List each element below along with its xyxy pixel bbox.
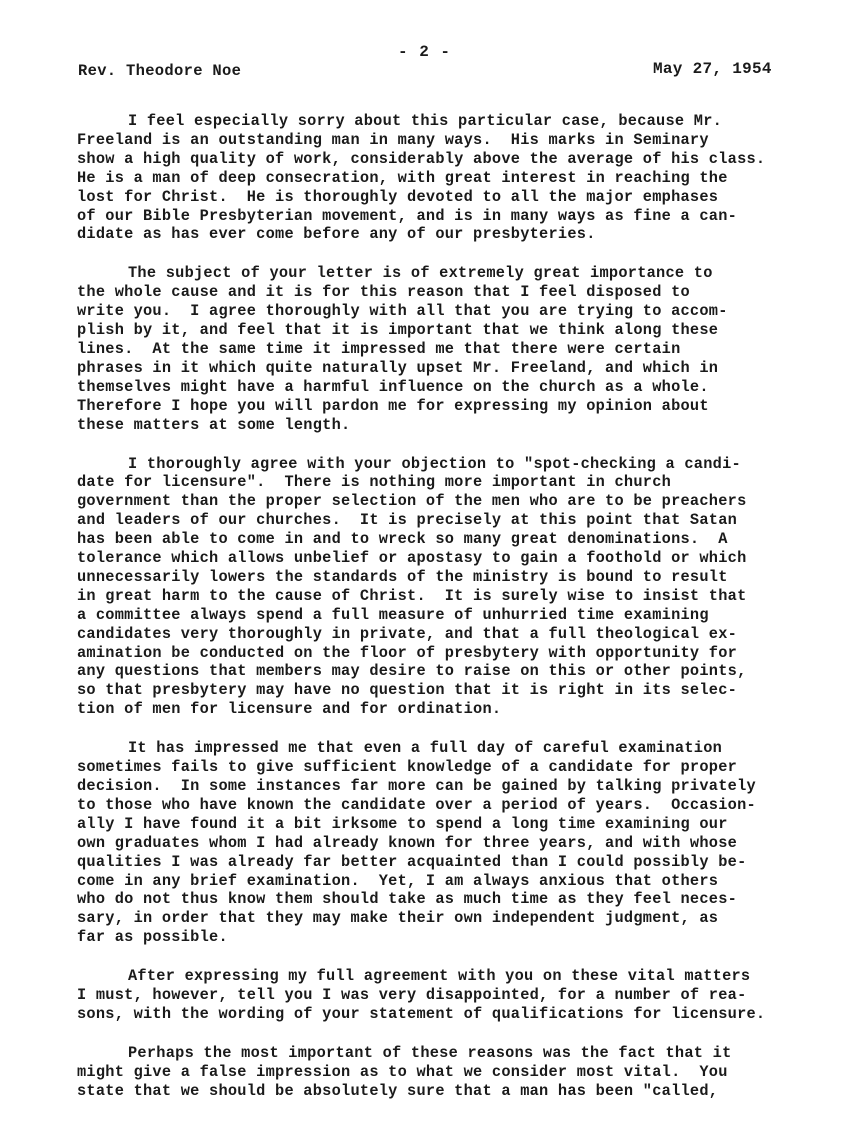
text-line: After expressing my full agreement with you on these vital matters	[128, 967, 751, 986]
text-line: decision. In some instances far more can be gained by talking privately	[77, 777, 756, 795]
text-line: The subject of your letter is of extremely great importance to	[128, 264, 713, 283]
text-line: lines. At the same time it impressed me that there were certain	[77, 339, 681, 358]
text-line: He is a man of deep consecration, with great interest in reaching the	[77, 168, 728, 187]
text-line: date for licensure". There is nothing more important in church	[77, 473, 672, 492]
text-line: show a high quality of work, considerably above the average of his class.	[77, 149, 766, 168]
page-number: - 2 -	[397, 43, 451, 61]
text-line: I feel especially sorry about this particular case, because Mr.	[128, 112, 723, 130]
text-line: sometimes fails to give sufficient knowledge of a candidate for proper	[77, 758, 738, 777]
text-line: has been able to come in and to wreck so many great denominations. A	[77, 530, 728, 549]
text-line: I must, however, tell you I was very disappointed, for a number of rea-	[77, 986, 747, 1005]
text-line: I thoroughly agree with your objection to "spot-checking a candi-	[128, 454, 741, 473]
text-line: unnecessarily lowers the standards of the ministry is bound to result	[77, 567, 728, 586]
text-line: Perhaps the most important of these reasons was the fact that it	[128, 1043, 732, 1062]
text-line: so that presbytery may have no question that it is right in its selec-	[77, 681, 738, 700]
paragraph	[77, 264, 817, 434]
text-line: lost for Christ. He is thoroughly devoted to all the major emphases	[77, 187, 719, 206]
text-line: who do not thus know them should take as much time as they feel neces-	[77, 890, 738, 909]
text-line: amination be conducted on the floor of presbytery with opportunity for	[77, 643, 738, 662]
paragraph	[77, 1044, 817, 1101]
text-line: come in any brief examination. Yet, I am always anxious that others	[77, 871, 719, 890]
text-line: any questions that members may desire to raise on this or other points,	[77, 662, 747, 681]
text-line: to those who have known the candidate over a period of years. Occasion-	[77, 795, 756, 814]
text-line: state that we should be absolutely sure that a man has been "called,	[77, 1081, 719, 1100]
text-line: own graduates whom I had already known for three years, and with whose	[77, 833, 738, 852]
text-line: far as possible.	[77, 928, 228, 947]
text-line: It has impressed me that even a full day of careful examination	[128, 739, 723, 758]
paragraph	[77, 112, 817, 244]
text-line: a committee always spend a full measure of unhurried time examining	[77, 605, 709, 624]
paragraph	[77, 739, 817, 947]
paragraph	[77, 455, 817, 720]
text-line: plish by it, and feel that it is important that we think along these	[77, 321, 719, 340]
text-line: didate as has ever come before any of our presbyteries.	[77, 225, 596, 244]
text-line: phrases in it which quite naturally upset Mr. Freeland, and which in	[77, 358, 719, 377]
text-line: qualities I was already far better acquainted than I could possibly be-	[77, 852, 747, 871]
recipient-name: Rev. Theodore Noe	[78, 62, 242, 80]
text-line: themselves might have a harmful influence on the church as a whole.	[77, 377, 709, 396]
text-line: government than the proper selection of the men who are to be preachers	[77, 492, 747, 511]
paragraph	[77, 967, 817, 1024]
text-line: candidates very thoroughly in private, and that a full theological ex-	[77, 624, 738, 643]
text-line: Freeland is an outstanding man in many ways. His marks in Seminary	[77, 130, 709, 149]
text-line: ally I have found it a bit irksome to spend a long time examining our	[77, 814, 728, 833]
text-line: Therefore I hope you will pardon me for expressing my opinion about	[77, 396, 709, 415]
letter-body	[77, 112, 817, 1121]
text-line: sons, with the wording of your statement of qualifications for licensure.	[77, 1004, 766, 1023]
text-line: and leaders of our churches. It is precisely at this point that Satan	[77, 511, 738, 530]
text-line: of our Bible Presbyterian movement, and is in many ways as fine a can-	[77, 206, 738, 225]
letter-date: May 27, 1954	[653, 60, 772, 78]
text-line: tion of men for licensure and for ordination.	[77, 700, 502, 719]
text-line: these matters at some length.	[77, 415, 351, 434]
text-line: might give a false impression as to what we consider most vital. You	[77, 1062, 728, 1081]
text-line: tolerance which allows unbelief or apostasy to gain a foothold or which	[77, 549, 747, 568]
text-line: in great harm to the cause of Christ. It is surely wise to insist that	[77, 586, 747, 605]
text-line: sary, in order that they may make their own independent judgment, as	[77, 909, 719, 928]
text-line: write you. I agree thoroughly with all that you are trying to accom-	[77, 302, 728, 321]
text-line: the whole cause and it is for this reason that I feel disposed to	[77, 283, 690, 302]
